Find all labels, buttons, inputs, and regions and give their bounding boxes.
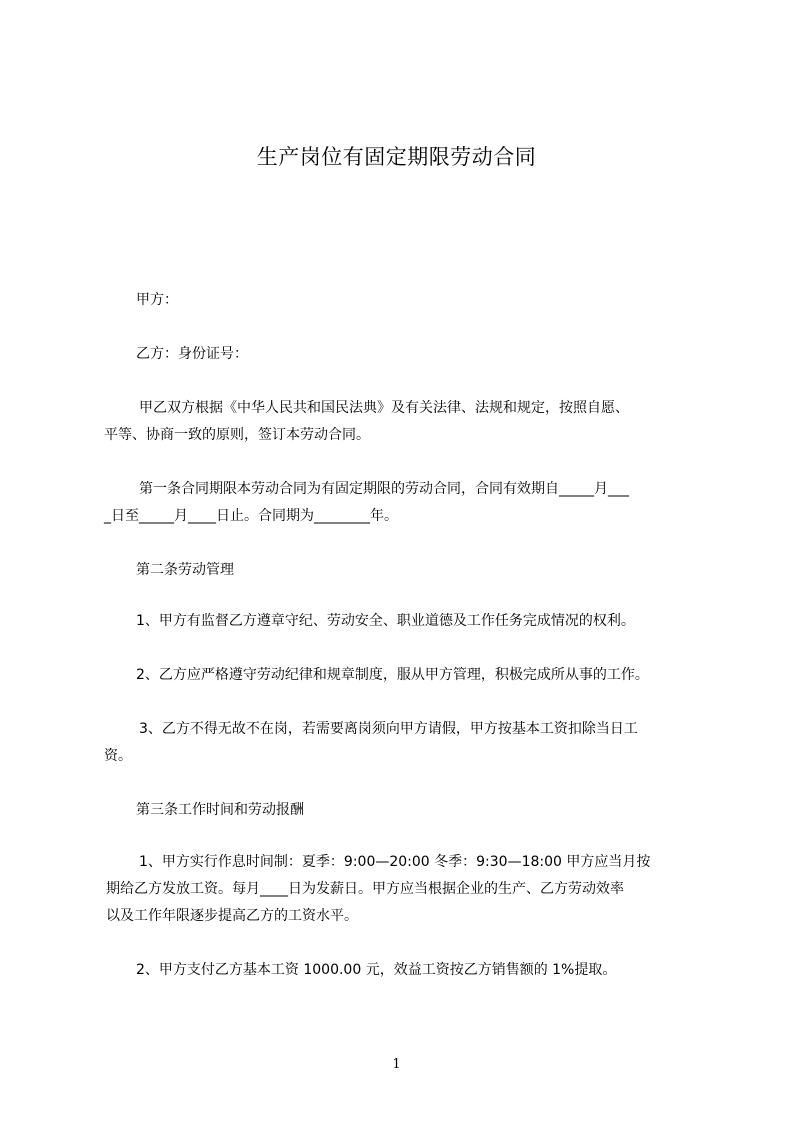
article2-heading: 第二条劳动管理 bbox=[136, 562, 234, 578]
article3-item1-line-2: 期给乙方发放工资。每月____日为发薪日。甲方应当根据企业的生产、乙方劳动效率 bbox=[106, 881, 624, 897]
article2-item2: 2、乙方应严格遵守劳动纪律和规章制度，服从甲方管理，积极完成所从事的工作。 bbox=[136, 667, 649, 683]
article2-item1: 1、甲方有监督乙方遵章守纪、劳动安全、职业道德及工作任务完成情况的权利。 bbox=[136, 613, 635, 629]
article3-heading: 第三条工作时间和劳动报酬 bbox=[136, 802, 304, 818]
article1-line-1: 第一条合同期限本劳动合同为有固定期限的劳动合同，合同有效期自_____月___ bbox=[139, 481, 629, 497]
document-title: 生产岗位有固定期限劳动合同 bbox=[256, 145, 537, 169]
party-a-line: 甲方： bbox=[136, 292, 178, 308]
preamble-line-1: 甲乙双方根据《中华人民共和国民法典》及有关法律、法规和规定，按照自愿、 bbox=[139, 400, 629, 416]
article1-line-2: _日至_____月____日止。合同期为________年。 bbox=[104, 508, 398, 524]
article3-item1-line-1: 1、甲方实行作息时间制：夏季：9:00—20:00 冬季：9:30—18:00 甲方应当月按 bbox=[139, 854, 651, 870]
party-b-line: 乙方：身份证号： bbox=[136, 346, 248, 362]
preamble-line-2: 平等、协商一致的原则，签订本劳动合同。 bbox=[104, 427, 370, 443]
article2-item3-line-2: 资。 bbox=[104, 748, 132, 764]
article3-item1-line-3: 以及工作年限逐步提高乙方的工资水平。 bbox=[106, 908, 358, 924]
article3-item2: 2、甲方支付乙方基本工资 1000.00 元，效益工资按乙方销售额的 1%提取。 bbox=[136, 962, 617, 978]
article2-item3-line-1: 3、乙方不得无故不在岗，若需要离岗须向甲方请假，甲方按基本工资扣除当日工 bbox=[139, 721, 638, 737]
page-number: 1 bbox=[392, 1057, 401, 1072]
